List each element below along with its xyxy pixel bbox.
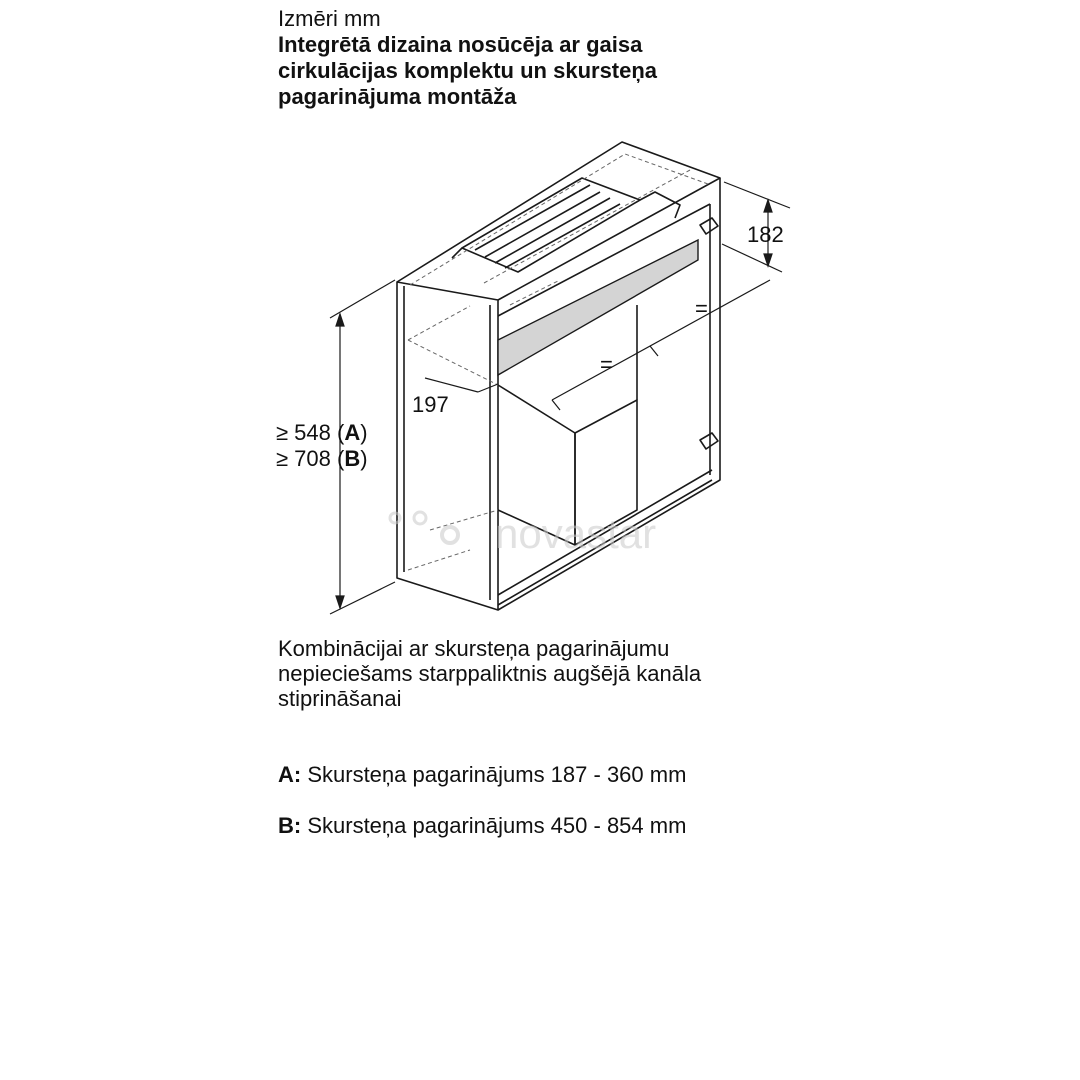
height-ext-top <box>330 280 395 318</box>
watermark-text: novastar <box>495 510 657 557</box>
top-ext-upper <box>724 182 790 208</box>
heading-block <box>278 6 838 110</box>
legend-a-text: Skursteņa pagarinājums 187 - 360 mm <box>301 762 687 787</box>
equal-tick-mid <box>650 346 658 356</box>
watermark-logo-ring <box>442 527 458 543</box>
height-arrow-top <box>336 314 344 326</box>
legend-b-key: B: <box>278 813 302 838</box>
legend-a-key: A: <box>278 762 302 787</box>
dimension-depth <box>425 378 498 392</box>
dim-182-label: 182 <box>747 222 784 247</box>
top-arrow-up <box>764 200 772 212</box>
hidden-shelf-left <box>408 306 498 385</box>
installation-diagram <box>0 130 1080 630</box>
mounting-clip-lower <box>700 433 718 449</box>
legend-a <box>278 762 686 788</box>
depth-ext <box>478 384 498 392</box>
height-arrow-bottom <box>336 596 344 608</box>
equal-mark-1: = <box>600 352 613 377</box>
cabinet-top-face <box>397 142 720 300</box>
hidden-inner-back <box>408 510 498 570</box>
title-line-2: cirkulācijas komplektu un skursteņa <box>278 58 658 83</box>
watermark <box>390 510 656 557</box>
front-filter-panel <box>498 240 698 375</box>
note-line-2: nepieciešams starppaliktnis augšējā kanāla <box>278 661 702 686</box>
page-title <box>278 32 838 110</box>
title-line-1: Integrētā dizaina nosūcēja ar gaisa <box>278 32 643 57</box>
title-line-3: pagarinājuma montāža <box>278 84 517 109</box>
note-line-1: Kombinācijai ar skursteņa pagarinājumu <box>278 636 670 661</box>
note-line-3: stiprināšanai <box>278 686 402 711</box>
depth-dim-line <box>425 378 478 392</box>
hidden-centerline <box>484 170 690 305</box>
units-subtitle: Izmēri mm <box>278 6 381 31</box>
legend-b-text: Skursteņa pagarinājums 450 - 854 mm <box>301 813 687 838</box>
cabinet-front-face <box>397 282 498 610</box>
top-ext-lower <box>722 244 782 272</box>
installation-note <box>278 636 878 711</box>
equal-tick-left <box>552 400 560 410</box>
watermark-logo-icon <box>390 513 400 523</box>
dim-197-label: 197 <box>412 392 449 417</box>
hood-lower-box <box>575 305 637 545</box>
height-label-a: ≥ 548 (A) <box>276 420 368 445</box>
height-label-b: ≥ 708 (B) <box>276 446 368 471</box>
watermark-logo-dot <box>414 512 426 524</box>
legend-b <box>278 813 686 839</box>
mounting-clip-upper <box>700 218 718 234</box>
equal-mark-2: = <box>695 296 708 321</box>
hood-flange <box>452 192 680 258</box>
